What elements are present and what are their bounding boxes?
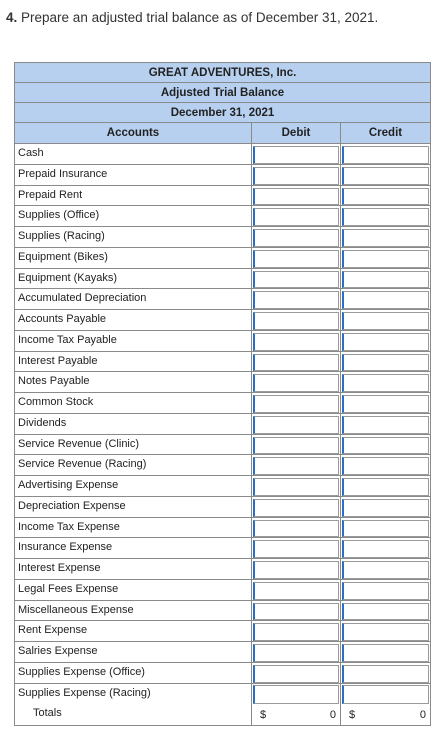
table-row	[15, 206, 430, 227]
debit-input[interactable]	[253, 354, 339, 372]
table-row	[15, 476, 430, 497]
credit-cell	[341, 435, 430, 455]
account-name: Supplies (Racing)	[15, 227, 252, 247]
table-row	[15, 352, 430, 373]
account-rows	[15, 144, 430, 704]
debit-cell	[252, 165, 341, 185]
debit-input[interactable]	[253, 623, 339, 641]
table-row	[15, 601, 430, 622]
credit-cell	[341, 538, 430, 558]
debit-cell	[252, 601, 341, 621]
debit-input[interactable]	[253, 499, 339, 517]
table-row	[15, 310, 430, 331]
debit-cell	[252, 248, 341, 268]
table-row	[15, 414, 430, 435]
credit-input[interactable]	[342, 188, 429, 206]
credit-cell	[341, 144, 430, 164]
credit-input[interactable]	[342, 561, 429, 579]
credit-cell	[341, 642, 430, 662]
debit-cell	[252, 269, 341, 289]
account-name: Accounts Payable	[15, 310, 252, 330]
statement-date: December 31, 2021	[15, 103, 430, 123]
debit-input[interactable]	[253, 478, 339, 496]
table-row	[15, 684, 430, 705]
question-number: 4.	[6, 10, 18, 25]
debit-cell	[252, 331, 341, 351]
credit-input[interactable]	[342, 146, 429, 164]
debit-cell	[252, 414, 341, 434]
debit-cell	[252, 642, 341, 662]
credit-cell	[341, 414, 430, 434]
debit-cell	[252, 518, 341, 538]
credit-input[interactable]	[342, 457, 429, 475]
debit-cell	[252, 206, 341, 226]
credit-cell	[341, 559, 430, 579]
adjusted-trial-balance-table	[14, 62, 431, 726]
debit-input[interactable]	[253, 437, 339, 455]
credit-input[interactable]	[342, 250, 429, 268]
credit-input[interactable]	[342, 208, 429, 226]
debit-input[interactable]	[253, 167, 339, 185]
debit-input[interactable]	[253, 374, 339, 392]
table-row	[15, 227, 430, 248]
credit-cell	[341, 518, 430, 538]
credit-cell	[341, 206, 430, 226]
table-row	[15, 269, 430, 290]
credit-input[interactable]	[342, 374, 429, 392]
debit-input[interactable]	[253, 229, 339, 247]
column-header-row	[15, 123, 430, 144]
credit-cell	[341, 621, 430, 641]
debit-input[interactable]	[253, 291, 339, 309]
debit-total-value: 0	[329, 708, 336, 721]
credit-input[interactable]	[342, 167, 429, 185]
table-row	[15, 331, 430, 352]
account-name: Insurance Expense	[15, 538, 252, 558]
account-name: Interest Expense	[15, 559, 252, 579]
debit-input[interactable]	[253, 250, 339, 268]
credit-input[interactable]	[342, 520, 429, 538]
account-name: Income Tax Payable	[15, 331, 252, 351]
question-prompt	[6, 6, 438, 30]
credit-cell	[341, 580, 430, 600]
table-row	[15, 372, 430, 393]
account-name: Rent Expense	[15, 621, 252, 641]
credit-input[interactable]	[342, 644, 429, 662]
company-name: GREAT ADVENTURES, Inc.	[15, 63, 430, 83]
table-row	[15, 435, 430, 456]
credit-total-cell	[341, 704, 430, 725]
table-row	[15, 518, 430, 539]
debit-cell	[252, 227, 341, 247]
credit-cell	[341, 227, 430, 247]
credit-cell	[341, 455, 430, 475]
credit-cell	[341, 165, 430, 185]
credit-cell	[341, 310, 430, 330]
debit-input[interactable]	[253, 188, 339, 206]
account-name: Service Revenue (Clinic)	[15, 435, 252, 455]
credit-cell	[341, 372, 430, 392]
account-name: Common Stock	[15, 393, 252, 413]
credit-cell	[341, 601, 430, 621]
credit-cell	[341, 248, 430, 268]
debit-cell	[252, 476, 341, 496]
account-name: Interest Payable	[15, 352, 252, 372]
credit-input[interactable]	[342, 478, 429, 496]
debit-input[interactable]	[253, 603, 339, 621]
credit-input[interactable]	[342, 540, 429, 558]
credit-column-header: Credit	[368, 127, 403, 139]
credit-cell	[341, 393, 430, 413]
debit-cell	[252, 393, 341, 413]
debit-input[interactable]	[253, 561, 339, 579]
credit-cell	[341, 663, 430, 683]
debit-cell	[252, 559, 341, 579]
credit-input[interactable]	[342, 623, 429, 641]
totals-label: Totals	[15, 704, 252, 725]
debit-cell	[252, 435, 341, 455]
credit-input[interactable]	[342, 395, 429, 413]
table-row	[15, 621, 430, 642]
table-row	[15, 580, 430, 601]
debit-input[interactable]	[253, 685, 339, 704]
credit-input[interactable]	[342, 271, 429, 289]
credit-cell	[341, 331, 430, 351]
debit-input[interactable]	[253, 665, 339, 683]
debit-cell	[252, 684, 341, 705]
debit-cell	[252, 455, 341, 475]
debit-cell	[252, 144, 341, 164]
debit-input[interactable]	[253, 582, 339, 600]
debit-cell	[252, 497, 341, 517]
credit-cell	[341, 352, 430, 372]
debit-column-header: Debit	[252, 123, 341, 143]
credit-input[interactable]	[342, 312, 429, 330]
debit-cell	[252, 538, 341, 558]
question-text: Prepare an adjusted trial balance as of December 31, 2021.	[21, 10, 379, 25]
debit-input[interactable]	[253, 416, 339, 434]
table-row	[15, 248, 430, 269]
debit-cell	[252, 289, 341, 309]
table-row	[15, 642, 430, 663]
debit-input[interactable]	[253, 520, 339, 538]
account-name: Legal Fees Expense	[15, 580, 252, 600]
debit-input[interactable]	[253, 333, 339, 351]
credit-input[interactable]	[342, 685, 429, 704]
credit-cell	[341, 684, 430, 705]
credit-input[interactable]	[342, 437, 429, 455]
credit-cell	[341, 497, 430, 517]
debit-input[interactable]	[253, 457, 339, 475]
credit-input[interactable]	[342, 291, 429, 309]
table-row	[15, 393, 430, 414]
credit-cell	[341, 269, 430, 289]
debit-cell	[252, 186, 341, 206]
credit-input[interactable]	[342, 229, 429, 247]
debit-cell	[252, 352, 341, 372]
account-name: Service Revenue (Racing)	[15, 455, 252, 475]
debit-input[interactable]	[253, 208, 339, 226]
credit-input[interactable]	[342, 499, 429, 517]
credit-input[interactable]	[342, 665, 429, 683]
debit-input[interactable]	[253, 271, 339, 289]
account-name: Salries Expense	[15, 642, 252, 662]
debit-currency-symbol: $	[260, 708, 267, 721]
debit-cell	[252, 621, 341, 641]
account-name: Income Tax Expense	[15, 518, 252, 538]
table-row	[15, 289, 430, 310]
credit-input[interactable]	[342, 333, 429, 351]
table-row	[15, 186, 430, 207]
table-row	[15, 165, 430, 186]
account-name: Miscellaneous Expense	[15, 601, 252, 621]
statement-title: Adjusted Trial Balance	[15, 83, 430, 103]
credit-currency-symbol: $	[349, 708, 356, 721]
account-name: Advertising Expense	[15, 476, 252, 496]
account-name: Depreciation Expense	[15, 497, 252, 517]
debit-cell	[252, 372, 341, 392]
account-name: Accumulated Depreciation	[15, 289, 252, 309]
account-name: Equipment (Kayaks)	[15, 269, 252, 289]
debit-cell	[252, 310, 341, 330]
credit-cell	[341, 476, 430, 496]
table-row	[15, 559, 430, 580]
debit-cell	[252, 580, 341, 600]
credit-input[interactable]	[342, 354, 429, 372]
debit-input[interactable]	[253, 540, 339, 558]
account-name: Supplies (Office)	[15, 206, 252, 226]
totals-row	[15, 704, 430, 725]
debit-input[interactable]	[253, 644, 339, 662]
credit-input[interactable]	[342, 603, 429, 621]
accounts-column-header: Accounts	[15, 123, 252, 143]
credit-input[interactable]	[342, 416, 429, 434]
table-row	[15, 144, 430, 165]
account-name: Equipment (Bikes)	[15, 248, 252, 268]
debit-total-cell	[252, 704, 341, 725]
table-row	[15, 497, 430, 518]
credit-cell	[341, 186, 430, 206]
credit-input[interactable]	[342, 582, 429, 600]
account-name: Supplies Expense (Office)	[15, 663, 252, 683]
table-row	[15, 663, 430, 684]
table-row	[15, 538, 430, 559]
account-name: Dividends	[15, 414, 252, 434]
table-row	[15, 455, 430, 476]
credit-total-value: 0	[419, 708, 426, 721]
account-name: Prepaid Insurance	[15, 165, 252, 185]
account-name: Cash	[15, 144, 252, 164]
debit-input[interactable]	[253, 395, 339, 413]
debit-input[interactable]	[253, 146, 339, 164]
debit-cell	[252, 663, 341, 683]
credit-cell	[341, 289, 430, 309]
debit-input[interactable]	[253, 312, 339, 330]
account-name: Supplies Expense (Racing)	[15, 684, 252, 705]
account-name: Notes Payable	[15, 372, 252, 392]
account-name: Prepaid Rent	[15, 186, 252, 206]
